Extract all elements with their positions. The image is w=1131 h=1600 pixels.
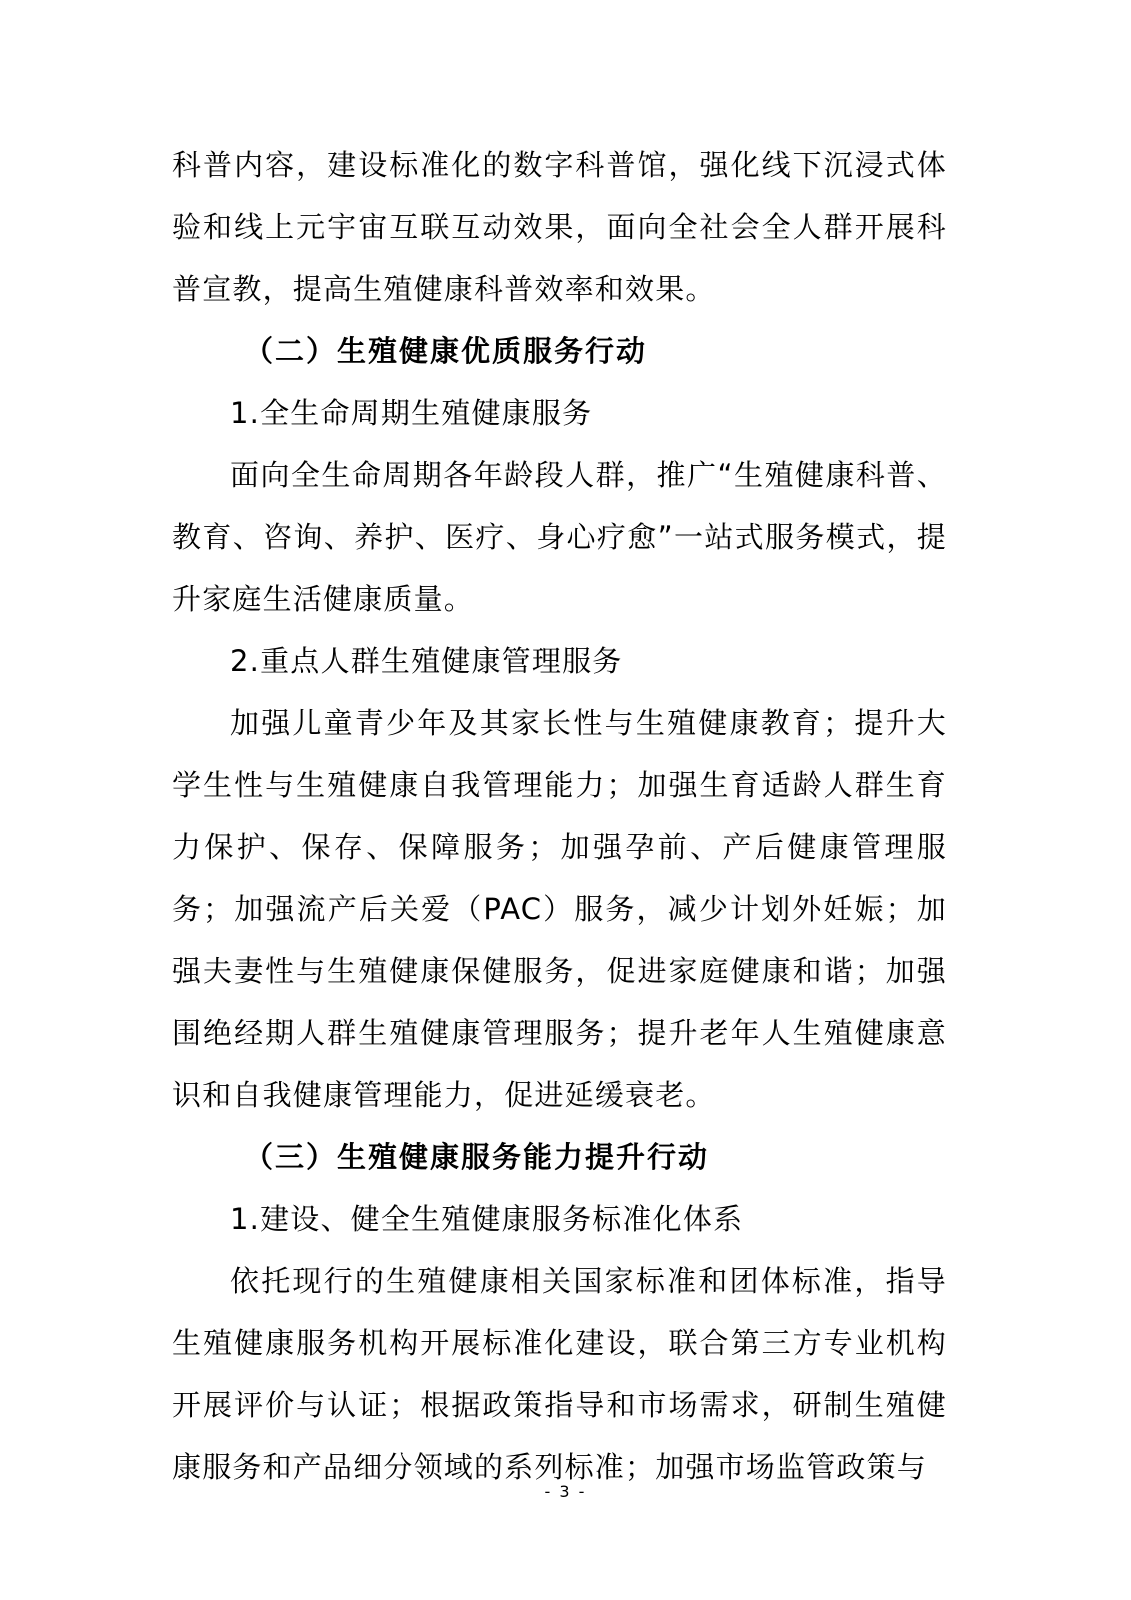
- paragraph-key-groups-service: 加强儿童青少年及其家长性与生殖健康教育；提升大学生性与生殖健康自我管理能力；加强生育适龄人群生育力保护、保存、保障服务；加强孕前、产后健康管理服务；加强流产后关爱（PAC）服务，减少计划外妊娠；加强夫妻性与生殖健康保健服务，促进家庭健康和谐；加强围绝经期人群生殖健康管理服务；提升老年人生殖健康意识和自我健康管理能力，促进延缓衰老。: [172, 706, 947, 1112]
- document-body: [172, 134, 947, 1498]
- subsection-heading-2-1: 1.全生命周期生殖健康服务: [230, 396, 593, 430]
- section-heading-3: （三）生殖健康服务能力提升行动: [244, 1140, 710, 1174]
- paragraph-continuation: 科普内容，建设标准化的数字科普馆，强化线下沉浸式体验和线上元宇宙互联互动效果，面向全社会全人群开展科普宣教，提高生殖健康科普效率和效果。: [172, 148, 947, 306]
- page-number: - 3 -: [544, 1482, 587, 1501]
- paragraph-standardization: 依托现行的生殖健康相关国家标准和团体标准，指导生殖健康服务机构开展标准化建设，联合第三方专业机构开展评价与认证；根据政策指导和市场需求，研制生殖健康服务和产品细分领域的系列标准；加强市场监管政策与: [172, 1264, 947, 1484]
- subsection-heading-3-1: 1.建设、健全生殖健康服务标准化体系: [230, 1202, 744, 1236]
- paragraph-lifecycle-service: 面向全生命周期各年龄段人群，推广“生殖健康科普、教育、咨询、养护、医疗、身心疗愈”一站式服务模式，提升家庭生活健康质量。: [172, 458, 947, 616]
- section-heading-2: （二）生殖健康优质服务行动: [244, 334, 648, 368]
- subsection-heading-2-2: 2.重点人群生殖健康管理服务: [230, 644, 623, 678]
